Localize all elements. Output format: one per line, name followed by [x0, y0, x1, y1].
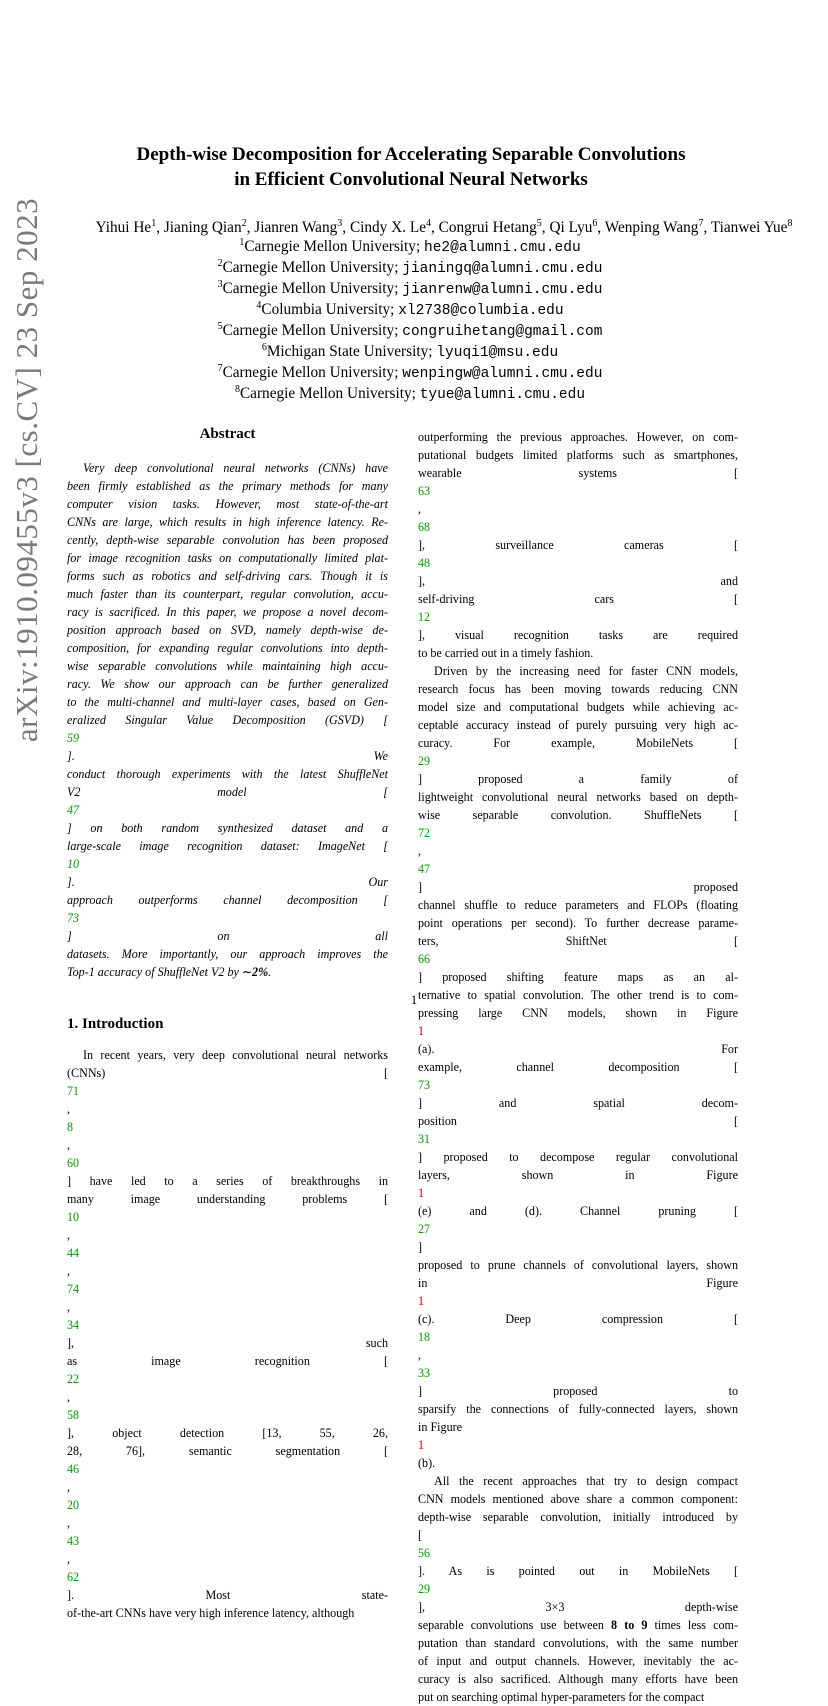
author-name: Jianren Wang — [254, 219, 338, 236]
text-line: position approach based on SVD, namely depth-wise de- — [67, 623, 388, 637]
citation-link[interactable]: 73 — [418, 1078, 431, 1092]
text-line: [ 56 ]. As is pointed out in MobileNets [ 29 ], 3×3 depth-wise — [418, 1528, 738, 1614]
text-line: ceptable accuracy instead of purely pursuing very high ac- — [418, 718, 738, 732]
affiliation — [120, 363, 700, 384]
affiliation — [120, 321, 700, 342]
text-line: outperforming the previous approaches. However, on com- — [418, 430, 738, 444]
text-line: sparsify the connections of fully-connected layers, shown — [418, 1402, 738, 1416]
author-sup: 3 — [337, 217, 343, 229]
citation-link[interactable]: 33 — [418, 1366, 431, 1380]
text-line: as image recognition [ 22 , 58 ], object detection [13, 55, 26, — [67, 1354, 388, 1440]
author-name: Tianwei Yue — [710, 219, 788, 236]
text-line: V2 model [ 47 ] on both random synthesized dataset and a — [67, 785, 388, 835]
title-line-2: in Efficient Convolutional Neural Networks — [234, 169, 588, 190]
text-line: approach outperforms channel decomposition [ 73 ] on all — [67, 893, 388, 943]
text-line: In recent years, very deep convolutional neural networks — [83, 1048, 388, 1062]
text-line: wise separable convolutions while maintaining high accu- — [67, 659, 388, 673]
author-sup: 2 — [241, 217, 247, 229]
paragraph-1 — [418, 428, 738, 662]
introduction-body — [67, 1046, 388, 1622]
affiliation — [120, 384, 700, 405]
affiliation-institution: Carnegie Mellon University; — [239, 385, 416, 402]
affiliation-sup: 6 — [261, 341, 267, 353]
citation-link[interactable]: 74 — [67, 1282, 80, 1296]
text-line: put on searching optimal hyper-parameters for the compact — [418, 1690, 705, 1704]
text-line: curacy. For example, MobileNets [ 29 ] proposed a family of — [418, 736, 738, 786]
text-line: Very deep convolutional neural networks (CNNs) have — [83, 461, 388, 475]
text-line: to be carried out in a timely fashion. — [418, 646, 594, 660]
affiliation-email: congruihetang@gmail.com — [402, 324, 603, 340]
citation-link[interactable]: 18 — [418, 1330, 431, 1344]
citation-link[interactable]: 46 — [67, 1462, 80, 1476]
text-line: separable convolutions use between 8 to 9 times less com- — [418, 1618, 738, 1632]
author-name: Cindy X. Le — [349, 219, 426, 236]
citation-link[interactable]: 73 — [67, 911, 80, 925]
affiliation — [120, 300, 700, 321]
text-line: ters, ShiftNet [ 66 ] proposed shifting feature maps as an al- — [418, 934, 738, 984]
affiliation-list — [120, 237, 700, 405]
text-line: pressing large CNN models, shown in Figure 1 (a). For — [418, 1006, 738, 1056]
text-line: computer vision tasks. However, most state-of-the-art — [67, 497, 388, 511]
right-column — [418, 428, 738, 1706]
affiliation-email: xl2738@columbia.edu — [398, 303, 564, 319]
affiliation-email: wenpingw@alumni.cmu.edu — [402, 366, 603, 382]
citation-link[interactable]: 43 — [67, 1534, 80, 1548]
citation-link[interactable]: 10 — [67, 857, 80, 871]
author-sup: 1 — [151, 217, 157, 229]
text-line: proposed to prune channels of convolutional layers, shown — [418, 1258, 738, 1272]
text-line: forms such as robotics and self-driving cars. Though it is — [67, 569, 388, 583]
affiliation-sup: 7 — [217, 362, 223, 374]
author-name: Wenping Wang — [604, 219, 699, 236]
citation-link[interactable]: 59 — [67, 731, 80, 745]
text-line: point operations per second). To further decrease parame- — [418, 916, 738, 930]
bold-emphasis: 8 to 9 — [611, 1618, 648, 1632]
text-line: lightweight convolutional neural networks based on depth- — [418, 790, 738, 804]
text-line: racy is sacrificed. In this paper, we propose a novel decom- — [67, 605, 388, 619]
citation-link[interactable]: 22 — [67, 1372, 80, 1386]
citation-link[interactable]: 47 — [418, 862, 431, 876]
citation-link[interactable]: 68 — [418, 520, 431, 534]
citation-link[interactable]: 10 — [67, 1210, 80, 1224]
text-line: datasets. More importantly, our approach improves the — [67, 947, 388, 961]
affiliation-email: lyuqi1@msu.edu — [436, 345, 559, 361]
paragraph-2 — [418, 662, 738, 1472]
affiliation — [120, 342, 700, 363]
text-line: All the recent approaches that try to design compact — [434, 1474, 738, 1488]
citation-link[interactable]: 60 — [67, 1156, 80, 1170]
author-sup: 6 — [592, 217, 598, 229]
text-line: example, channel decomposition [ 73 ] and spatial decom- — [418, 1060, 738, 1110]
affiliation — [120, 237, 700, 258]
affiliation-sup: 1 — [239, 236, 245, 248]
text-line: self-driving cars [ 12 ], visual recognition tasks are required — [418, 592, 738, 642]
citation-link[interactable]: 58 — [67, 1408, 80, 1422]
title-line-1: Depth-wise Decomposition for Accelerating Separable Convolutions — [136, 144, 686, 165]
citation-link[interactable]: 27 — [418, 1222, 431, 1236]
text-line: depth-wise separable convolution, initially introduced by — [418, 1510, 738, 1524]
citation-link[interactable]: 20 — [67, 1498, 80, 1512]
text-line: in Figure 1 (b). — [418, 1418, 738, 1472]
citation-link[interactable]: 56 — [418, 1546, 431, 1560]
citation-link[interactable]: 8 — [67, 1120, 74, 1134]
left-column — [67, 424, 388, 1622]
figure-ref-link[interactable]: 1 — [418, 1186, 425, 1200]
text-line: curacy is also sacrificed. Although many efforts have been — [418, 1672, 738, 1686]
bold-emphasis: ∼2% — [241, 965, 269, 979]
citation-link[interactable]: 44 — [67, 1246, 80, 1260]
paper-title — [60, 142, 762, 192]
text-line: 28, 76], semantic segmentation [ 46 , 20 , 43 , 62 ]. Most state- — [67, 1444, 388, 1602]
text-line: wearable systems [ 63 , 68 ], surveillance cameras [ 48 ], and — [418, 466, 738, 588]
author-name: Yihui He — [95, 219, 152, 236]
text-line: many image understanding problems [ 10 , 44 , 74 , 34 ], such — [67, 1192, 388, 1350]
affiliation — [120, 258, 700, 279]
figure-ref-link[interactable]: 1 — [418, 1294, 425, 1308]
affiliation-email: he2@alumni.cmu.edu — [424, 240, 581, 256]
citation-link[interactable]: 34 — [67, 1318, 80, 1332]
text-line: (CNNs) [ 71 , 8 , 60 ] have led to a series of breakthroughs in — [67, 1066, 388, 1188]
author-sup: 5 — [536, 217, 542, 229]
text-line: research focus has been moving towards reducing CNN — [418, 682, 738, 696]
page-number: 1 — [410, 992, 418, 1007]
text-line: large-scale image recognition dataset: ImageNet [ 10 ]. Our — [67, 839, 388, 889]
author-sup: 4 — [426, 217, 431, 229]
author-sup: 7 — [698, 217, 704, 229]
citation-link[interactable]: 47 — [67, 803, 80, 817]
citation-link[interactable]: 62 — [67, 1570, 80, 1584]
citation-link[interactable]: 29 — [418, 1582, 431, 1596]
text-line: racy. We show our approach can be further generalized — [67, 677, 388, 691]
author-name: Congrui Hetang — [438, 219, 537, 236]
affiliation-institution: Carnegie Mellon University; — [222, 280, 399, 297]
paragraph-3 — [418, 1472, 738, 1706]
text-line: been firmly established as the primary methods for many — [67, 479, 388, 493]
affiliation-institution: Carnegie Mellon University; — [222, 259, 399, 276]
text-line: model size and computational budgets while achieving ac- — [418, 700, 738, 714]
figure-ref-link[interactable]: 1 — [418, 1024, 425, 1038]
text-line: composition, for expanding regular convolutions into depth- — [67, 641, 388, 655]
text-line: wise separable convolution. ShuffleNets [ 72 , 47 ] proposed — [418, 808, 738, 894]
abstract-body — [67, 459, 388, 981]
citation-link[interactable]: 31 — [418, 1132, 431, 1146]
text-line: much faster than its counterpart, regular convolution, accu- — [67, 587, 388, 601]
affiliation-institution: Carnegie Mellon University; — [222, 364, 399, 381]
citation-link[interactable]: 48 — [418, 556, 431, 570]
affiliation-email: jianrenw@alumni.cmu.edu — [402, 282, 603, 298]
text-line: channel shuffle to reduce parameters and FLOPs (floating — [418, 898, 738, 912]
text-line: putational budgets limited platforms such as smartphones, — [418, 448, 738, 462]
author-sup: 8 — [787, 217, 793, 229]
text-line: position [ 31 ] proposed to decompose regular convolutional — [418, 1114, 738, 1164]
affiliation — [120, 279, 700, 300]
text-line: to the multi-channel and multi-layer cases, based on Gen- — [67, 695, 388, 709]
citation-link[interactable]: 71 — [67, 1084, 80, 1098]
author-name: Jianing Qian — [163, 219, 242, 236]
text-line: cently, depth-wise separable convolution has been proposed — [67, 533, 388, 547]
text-line: conduct thorough experiments with the latest ShuffleNet — [67, 767, 388, 781]
abstract-heading: Abstract — [199, 426, 256, 442]
citation-link[interactable]: 66 — [418, 952, 431, 966]
text-line: putation than standard convolutions, with the same number — [418, 1636, 738, 1650]
affiliation-sup: 2 — [217, 257, 223, 269]
citation-link[interactable]: 12 — [418, 610, 431, 624]
text-line: for image recognition tasks on computationally limited plat- — [67, 551, 388, 565]
text-line: ternative to spatial convolution. The other trend is to com- — [418, 988, 738, 1002]
affiliation-institution: Columbia University; — [261, 301, 395, 318]
affiliation-institution: Carnegie Mellon University; — [244, 238, 421, 255]
affiliation-sup: 8 — [234, 383, 240, 395]
author-list: Yihui He$^1$, Jianing Qian$^2$, Jianren Wang$^3$, Cindy X. Le$^4$, Congrui Hetang$^5$, Qi Lyu$^6$, Wenping Wang$^7$, Tianwei Yue$^8$ — [95, 217, 793, 236]
text-line: eralized Singular Value Decomposition (GSVD) [ 59 ]. We — [67, 713, 388, 763]
affiliation-sup: 4 — [256, 299, 262, 311]
affiliation-email: jianingq@alumni.cmu.edu — [402, 261, 603, 277]
text-line: in Figure 1 (c). Deep compression [ 18 , 33 ] proposed to — [418, 1276, 738, 1398]
citation-link[interactable]: 63 — [418, 484, 431, 498]
citation-link[interactable]: 72 — [418, 826, 431, 840]
affiliation-email: tyue@alumni.cmu.edu — [419, 387, 586, 403]
text-line: of input and output channels. However, inevitably the ac- — [418, 1654, 738, 1668]
arxiv-stamp — [2, 170, 52, 770]
author-name: Qi Lyu — [549, 219, 593, 236]
affiliation-institution: Michigan State University; — [266, 343, 433, 360]
text-line: Top-1 accuracy of ShuffleNet V2 by ∼2%. — [67, 965, 272, 979]
arxiv-stamp-text: arXiv:1910.09455v3 [cs.CV] 23 Sep 2023 — [9, 197, 45, 743]
text-line: CNNs are large, which results in high inference latency. Re- — [67, 515, 388, 529]
text-line: CNN models mentioned above share a common component: — [418, 1492, 738, 1506]
affiliation-sup: 5 — [217, 320, 223, 332]
affiliation-institution: Carnegie Mellon University; — [222, 322, 399, 339]
affiliation-sup: 3 — [217, 278, 223, 290]
figure-ref-link[interactable]: 1 — [418, 1438, 425, 1452]
text-line: of-the-art CNNs have very high inference latency, although — [67, 1606, 355, 1620]
introduction-heading: 1. Introduction — [67, 1016, 164, 1032]
citation-link[interactable]: 29 — [418, 754, 431, 768]
text-line: layers, shown in Figure 1 (e) and (d). Channel pruning [ 27 ] — [418, 1168, 738, 1254]
text-line: Driven by the increasing need for faster CNN models, — [434, 664, 738, 678]
